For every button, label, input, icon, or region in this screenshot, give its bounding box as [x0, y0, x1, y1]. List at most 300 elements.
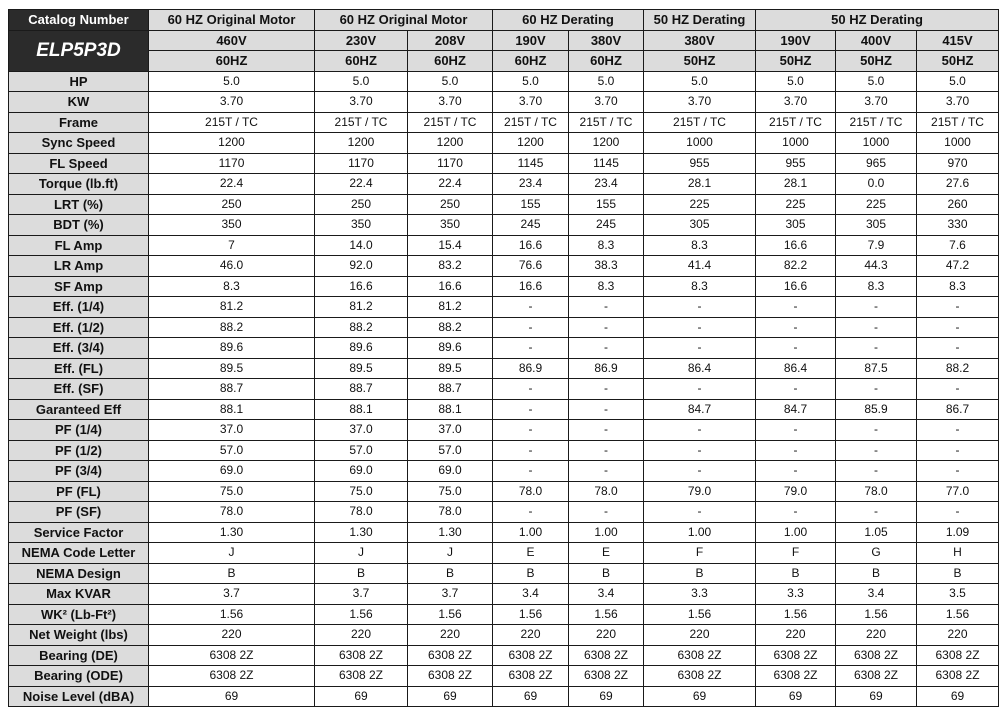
table-cell: - — [756, 440, 836, 461]
table-cell: 14.0 — [315, 235, 408, 256]
table-cell: 1200 — [493, 133, 569, 154]
table-row — [9, 71, 999, 92]
table-cell: - — [569, 297, 644, 318]
table-cell: - — [493, 379, 569, 400]
table-cell: 23.4 — [493, 174, 569, 195]
table-cell: 220 — [493, 625, 569, 646]
table-cell: 350 — [408, 215, 493, 236]
frequency-header: 50HZ — [917, 51, 999, 72]
table-cell: 1.56 — [408, 604, 493, 625]
table-cell: 78.0 — [493, 481, 569, 502]
table-cell: 305 — [836, 215, 917, 236]
table-cell: 82.2 — [756, 256, 836, 277]
table-cell: 305 — [756, 215, 836, 236]
table-cell: - — [756, 338, 836, 359]
table-cell: 1000 — [756, 133, 836, 154]
table-cell: - — [836, 297, 917, 318]
table-cell: 1170 — [408, 153, 493, 174]
table-cell: 1.56 — [493, 604, 569, 625]
table-cell: 215T / TC — [149, 112, 315, 133]
table-row — [9, 645, 999, 666]
table-cell: 215T / TC — [569, 112, 644, 133]
table-cell: 89.5 — [315, 358, 408, 379]
group-header: 60 HZ Original Motor — [149, 10, 315, 31]
table-cell: 89.5 — [408, 358, 493, 379]
table-row — [9, 604, 999, 625]
voltage-header: 380V — [569, 30, 644, 51]
table-cell: B — [493, 563, 569, 584]
table-cell: 79.0 — [756, 481, 836, 502]
table-cell: 1.30 — [408, 522, 493, 543]
group-header: 60 HZ Original Motor — [315, 10, 493, 31]
table-cell: 6308 2Z — [917, 666, 999, 687]
table-cell: 69.0 — [315, 461, 408, 482]
table-cell: 3.70 — [917, 92, 999, 113]
table-cell: 3.4 — [569, 584, 644, 605]
table-cell: 3.4 — [836, 584, 917, 605]
voltage-header: 400V — [836, 30, 917, 51]
table-cell: 350 — [149, 215, 315, 236]
voltage-header: 190V — [493, 30, 569, 51]
table-cell: 8.3 — [149, 276, 315, 297]
table-cell: 1200 — [569, 133, 644, 154]
table-row — [9, 686, 999, 707]
table-cell: E — [493, 543, 569, 564]
voltage-header: 190V — [756, 30, 836, 51]
table-cell: 88.2 — [408, 317, 493, 338]
voltage-header: 380V — [644, 30, 756, 51]
spec-rows — [9, 71, 999, 707]
table-cell: 69.0 — [408, 461, 493, 482]
table-cell: F — [756, 543, 836, 564]
table-cell: 6308 2Z — [756, 666, 836, 687]
table-cell: 5.0 — [756, 71, 836, 92]
table-cell: 220 — [408, 625, 493, 646]
table-cell: B — [315, 563, 408, 584]
frequency-header: 50HZ — [756, 51, 836, 72]
table-cell: 955 — [756, 153, 836, 174]
table-cell: 220 — [644, 625, 756, 646]
table-cell: 28.1 — [756, 174, 836, 195]
table-cell: 86.4 — [644, 358, 756, 379]
table-row — [9, 666, 999, 687]
table-cell: - — [756, 297, 836, 318]
table-row — [9, 194, 999, 215]
table-cell: 6308 2Z — [315, 666, 408, 687]
table-cell: 1.00 — [644, 522, 756, 543]
table-cell: 88.7 — [315, 379, 408, 400]
table-cell: 1.56 — [917, 604, 999, 625]
table-cell: B — [149, 563, 315, 584]
table-cell: 81.2 — [315, 297, 408, 318]
table-cell: - — [917, 420, 999, 441]
table-cell: 1.56 — [644, 604, 756, 625]
table-cell: 88.2 — [315, 317, 408, 338]
row-label: Eff. (SF) — [9, 379, 149, 400]
table-cell: 69 — [756, 686, 836, 707]
table-cell: 22.4 — [408, 174, 493, 195]
row-label: NEMA Design — [9, 563, 149, 584]
table-row — [9, 358, 999, 379]
table-cell: F — [644, 543, 756, 564]
table-cell: 75.0 — [408, 481, 493, 502]
row-label: Service Factor — [9, 522, 149, 543]
row-label: Max KVAR — [9, 584, 149, 605]
table-cell: 3.70 — [756, 92, 836, 113]
table-cell: - — [756, 379, 836, 400]
table-cell: 89.6 — [315, 338, 408, 359]
table-cell: 220 — [836, 625, 917, 646]
table-row — [9, 563, 999, 584]
row-label: Garanteed Eff — [9, 399, 149, 420]
table-cell: 5.0 — [149, 71, 315, 92]
table-cell: - — [569, 379, 644, 400]
table-cell: 1.56 — [569, 604, 644, 625]
table-cell: 28.1 — [644, 174, 756, 195]
table-cell: - — [836, 379, 917, 400]
row-label: Eff. (FL) — [9, 358, 149, 379]
table-cell: 1000 — [836, 133, 917, 154]
voltage-header: 208V — [408, 30, 493, 51]
row-label: Sync Speed — [9, 133, 149, 154]
table-row — [9, 481, 999, 502]
row-label: BDT (%) — [9, 215, 149, 236]
table-cell: - — [644, 338, 756, 359]
table-cell: 5.0 — [836, 71, 917, 92]
frequency-header: 60HZ — [493, 51, 569, 72]
table-cell: 8.3 — [569, 235, 644, 256]
table-cell: 7.9 — [836, 235, 917, 256]
table-cell: 5.0 — [408, 71, 493, 92]
table-cell: - — [569, 338, 644, 359]
table-cell: 3.70 — [408, 92, 493, 113]
table-cell: 7.6 — [917, 235, 999, 256]
frequency-header: 50HZ — [644, 51, 756, 72]
table-cell: B — [836, 563, 917, 584]
group-header: 50 HZ Derating — [644, 10, 756, 31]
group-header: 50 HZ Derating — [756, 10, 999, 31]
table-cell: 47.2 — [917, 256, 999, 277]
table-cell: - — [917, 338, 999, 359]
table-cell: - — [917, 297, 999, 318]
table-cell: 3.70 — [315, 92, 408, 113]
table-cell: 3.7 — [315, 584, 408, 605]
table-cell: 16.6 — [756, 235, 836, 256]
table-cell: 78.0 — [569, 481, 644, 502]
table-cell: B — [917, 563, 999, 584]
table-cell: 1.00 — [569, 522, 644, 543]
table-cell: B — [756, 563, 836, 584]
table-cell: 5.0 — [644, 71, 756, 92]
table-cell: 3.3 — [756, 584, 836, 605]
row-label: SF Amp — [9, 276, 149, 297]
table-cell: - — [569, 399, 644, 420]
table-cell: 970 — [917, 153, 999, 174]
group-header: 60 HZ Derating — [493, 10, 644, 31]
table-row — [9, 256, 999, 277]
table-cell: - — [644, 379, 756, 400]
table-cell: - — [644, 461, 756, 482]
row-label: Frame — [9, 112, 149, 133]
table-cell: 6308 2Z — [408, 666, 493, 687]
table-cell: 1000 — [917, 133, 999, 154]
row-label: PF (SF) — [9, 502, 149, 523]
table-cell: 1.56 — [756, 604, 836, 625]
row-label: Eff. (3/4) — [9, 338, 149, 359]
table-cell: 22.4 — [149, 174, 315, 195]
table-cell: 81.2 — [149, 297, 315, 318]
table-cell: E — [569, 543, 644, 564]
table-row — [9, 133, 999, 154]
table-cell: B — [644, 563, 756, 584]
table-cell: - — [644, 317, 756, 338]
table-cell: 1000 — [644, 133, 756, 154]
table-cell: 3.7 — [408, 584, 493, 605]
table-cell: - — [569, 420, 644, 441]
table-row — [9, 317, 999, 338]
table-cell: 6308 2Z — [917, 645, 999, 666]
row-label: PF (3/4) — [9, 461, 149, 482]
table-cell: 5.0 — [315, 71, 408, 92]
table-cell: 260 — [917, 194, 999, 215]
table-cell: 3.70 — [836, 92, 917, 113]
table-cell: - — [569, 317, 644, 338]
table-cell: 1170 — [315, 153, 408, 174]
table-cell: 220 — [149, 625, 315, 646]
table-cell: 83.2 — [408, 256, 493, 277]
table-row — [9, 440, 999, 461]
table-cell: 3.70 — [569, 92, 644, 113]
table-cell: 86.4 — [756, 358, 836, 379]
table-cell: - — [493, 338, 569, 359]
table-cell: 86.7 — [917, 399, 999, 420]
table-cell: 92.0 — [315, 256, 408, 277]
table-cell: 6308 2Z — [569, 645, 644, 666]
table-cell: - — [493, 399, 569, 420]
table-cell: 1200 — [315, 133, 408, 154]
table-cell: 3.4 — [493, 584, 569, 605]
frequency-header-row — [9, 51, 999, 72]
table-cell: - — [493, 420, 569, 441]
table-cell: 75.0 — [149, 481, 315, 502]
table-cell: 8.3 — [836, 276, 917, 297]
table-cell: 69 — [149, 686, 315, 707]
row-label: HP — [9, 71, 149, 92]
table-cell: - — [493, 502, 569, 523]
row-label: WK² (Lb-Ft²) — [9, 604, 149, 625]
table-cell: J — [149, 543, 315, 564]
table-cell: 6308 2Z — [315, 645, 408, 666]
table-row — [9, 92, 999, 113]
table-cell: 965 — [836, 153, 917, 174]
voltage-header: 460V — [149, 30, 315, 51]
table-cell: 69 — [408, 686, 493, 707]
row-label: Torque (lb.ft) — [9, 174, 149, 195]
table-cell: 3.3 — [644, 584, 756, 605]
table-row — [9, 502, 999, 523]
table-cell: - — [917, 379, 999, 400]
table-cell: - — [756, 420, 836, 441]
frequency-header: 60HZ — [569, 51, 644, 72]
table-cell: 69 — [917, 686, 999, 707]
table-cell: B — [408, 563, 493, 584]
table-cell: 1.56 — [836, 604, 917, 625]
table-cell: 245 — [569, 215, 644, 236]
table-cell: 1145 — [493, 153, 569, 174]
table-cell: - — [493, 461, 569, 482]
table-cell: 5.0 — [917, 71, 999, 92]
table-cell: - — [644, 297, 756, 318]
table-cell: - — [569, 461, 644, 482]
row-label: Bearing (ODE) — [9, 666, 149, 687]
table-cell: 15.4 — [408, 235, 493, 256]
table-cell: 86.9 — [493, 358, 569, 379]
row-label: FL Speed — [9, 153, 149, 174]
table-cell: 1.00 — [756, 522, 836, 543]
table-cell: 89.6 — [408, 338, 493, 359]
row-label: LRT (%) — [9, 194, 149, 215]
table-cell: 88.1 — [315, 399, 408, 420]
table-cell: 215T / TC — [315, 112, 408, 133]
table-cell: 225 — [836, 194, 917, 215]
frequency-header: 60HZ — [315, 51, 408, 72]
table-cell: - — [756, 461, 836, 482]
row-label: Eff. (1/2) — [9, 317, 149, 338]
table-cell: - — [493, 440, 569, 461]
table-cell: 6308 2Z — [836, 666, 917, 687]
voltage-header: 415V — [917, 30, 999, 51]
table-cell: - — [569, 502, 644, 523]
table-cell: 37.0 — [149, 420, 315, 441]
table-cell: 215T / TC — [756, 112, 836, 133]
voltage-header-row — [9, 30, 999, 51]
table-cell: 22.4 — [315, 174, 408, 195]
table-cell: 69 — [315, 686, 408, 707]
table-cell: 6308 2Z — [644, 666, 756, 687]
table-row — [9, 420, 999, 441]
table-cell: - — [644, 420, 756, 441]
table-cell: 88.2 — [149, 317, 315, 338]
table-cell: 16.6 — [756, 276, 836, 297]
table-cell: - — [917, 502, 999, 523]
table-cell: 89.5 — [149, 358, 315, 379]
table-cell: 220 — [315, 625, 408, 646]
row-label: LR Amp — [9, 256, 149, 277]
catalog-number-label: Catalog Number — [9, 10, 149, 31]
table-row — [9, 297, 999, 318]
table-cell: 250 — [408, 194, 493, 215]
table-cell: - — [756, 502, 836, 523]
table-cell: 6308 2Z — [149, 645, 315, 666]
table-cell: 23.4 — [569, 174, 644, 195]
table-cell: 69 — [569, 686, 644, 707]
table-cell: 215T / TC — [493, 112, 569, 133]
table-cell: 78.0 — [408, 502, 493, 523]
table-cell: 6308 2Z — [569, 666, 644, 687]
table-row — [9, 174, 999, 195]
table-cell: 88.7 — [149, 379, 315, 400]
table-cell: - — [644, 502, 756, 523]
table-cell: - — [836, 338, 917, 359]
table-cell: - — [836, 317, 917, 338]
table-cell: 1.05 — [836, 522, 917, 543]
table-cell: 215T / TC — [917, 112, 999, 133]
table-cell: - — [569, 440, 644, 461]
table-cell: 6308 2Z — [836, 645, 917, 666]
table-cell: 86.9 — [569, 358, 644, 379]
table-cell: 220 — [569, 625, 644, 646]
row-label: Bearing (DE) — [9, 645, 149, 666]
table-cell: 1.00 — [493, 522, 569, 543]
table-row — [9, 522, 999, 543]
table-cell: 1.56 — [315, 604, 408, 625]
table-cell: 8.3 — [917, 276, 999, 297]
table-cell: 6308 2Z — [493, 645, 569, 666]
table-cell: 37.0 — [315, 420, 408, 441]
table-row — [9, 215, 999, 236]
table-cell: 350 — [315, 215, 408, 236]
table-cell: 7 — [149, 235, 315, 256]
table-cell: 1145 — [569, 153, 644, 174]
table-cell: 88.7 — [408, 379, 493, 400]
motor-spec-table — [8, 9, 999, 707]
table-cell: 6308 2Z — [149, 666, 315, 687]
table-cell: 69 — [493, 686, 569, 707]
table-cell: 1170 — [149, 153, 315, 174]
table-row — [9, 461, 999, 482]
frequency-header: 50HZ — [836, 51, 917, 72]
table-cell: - — [644, 440, 756, 461]
row-label: PF (1/2) — [9, 440, 149, 461]
row-label: KW — [9, 92, 149, 113]
table-cell: 57.0 — [149, 440, 315, 461]
row-label: FL Amp — [9, 235, 149, 256]
table-row — [9, 153, 999, 174]
table-cell: 88.1 — [149, 399, 315, 420]
table-cell: 16.6 — [315, 276, 408, 297]
table-cell: 27.6 — [917, 174, 999, 195]
table-cell: 37.0 — [408, 420, 493, 441]
table-cell: 1200 — [149, 133, 315, 154]
group-header-row — [9, 10, 999, 31]
table-cell: 16.6 — [408, 276, 493, 297]
table-cell: J — [408, 543, 493, 564]
voltage-header: 230V — [315, 30, 408, 51]
table-cell: 215T / TC — [836, 112, 917, 133]
table-cell: H — [917, 543, 999, 564]
table-cell: 330 — [917, 215, 999, 236]
table-cell: 79.0 — [644, 481, 756, 502]
table-cell: 78.0 — [315, 502, 408, 523]
table-cell: 955 — [644, 153, 756, 174]
table-cell: 41.4 — [644, 256, 756, 277]
table-row — [9, 338, 999, 359]
table-cell: J — [315, 543, 408, 564]
table-cell: 16.6 — [493, 235, 569, 256]
table-cell: 6308 2Z — [408, 645, 493, 666]
table-cell: G — [836, 543, 917, 564]
table-row — [9, 625, 999, 646]
table-cell: - — [836, 440, 917, 461]
frequency-header: 60HZ — [149, 51, 315, 72]
table-cell: 1.56 — [149, 604, 315, 625]
table-cell: 8.3 — [644, 276, 756, 297]
table-cell: 77.0 — [917, 481, 999, 502]
table-cell: - — [836, 502, 917, 523]
table-cell: 88.2 — [917, 358, 999, 379]
table-cell: - — [756, 317, 836, 338]
table-cell: 84.7 — [644, 399, 756, 420]
